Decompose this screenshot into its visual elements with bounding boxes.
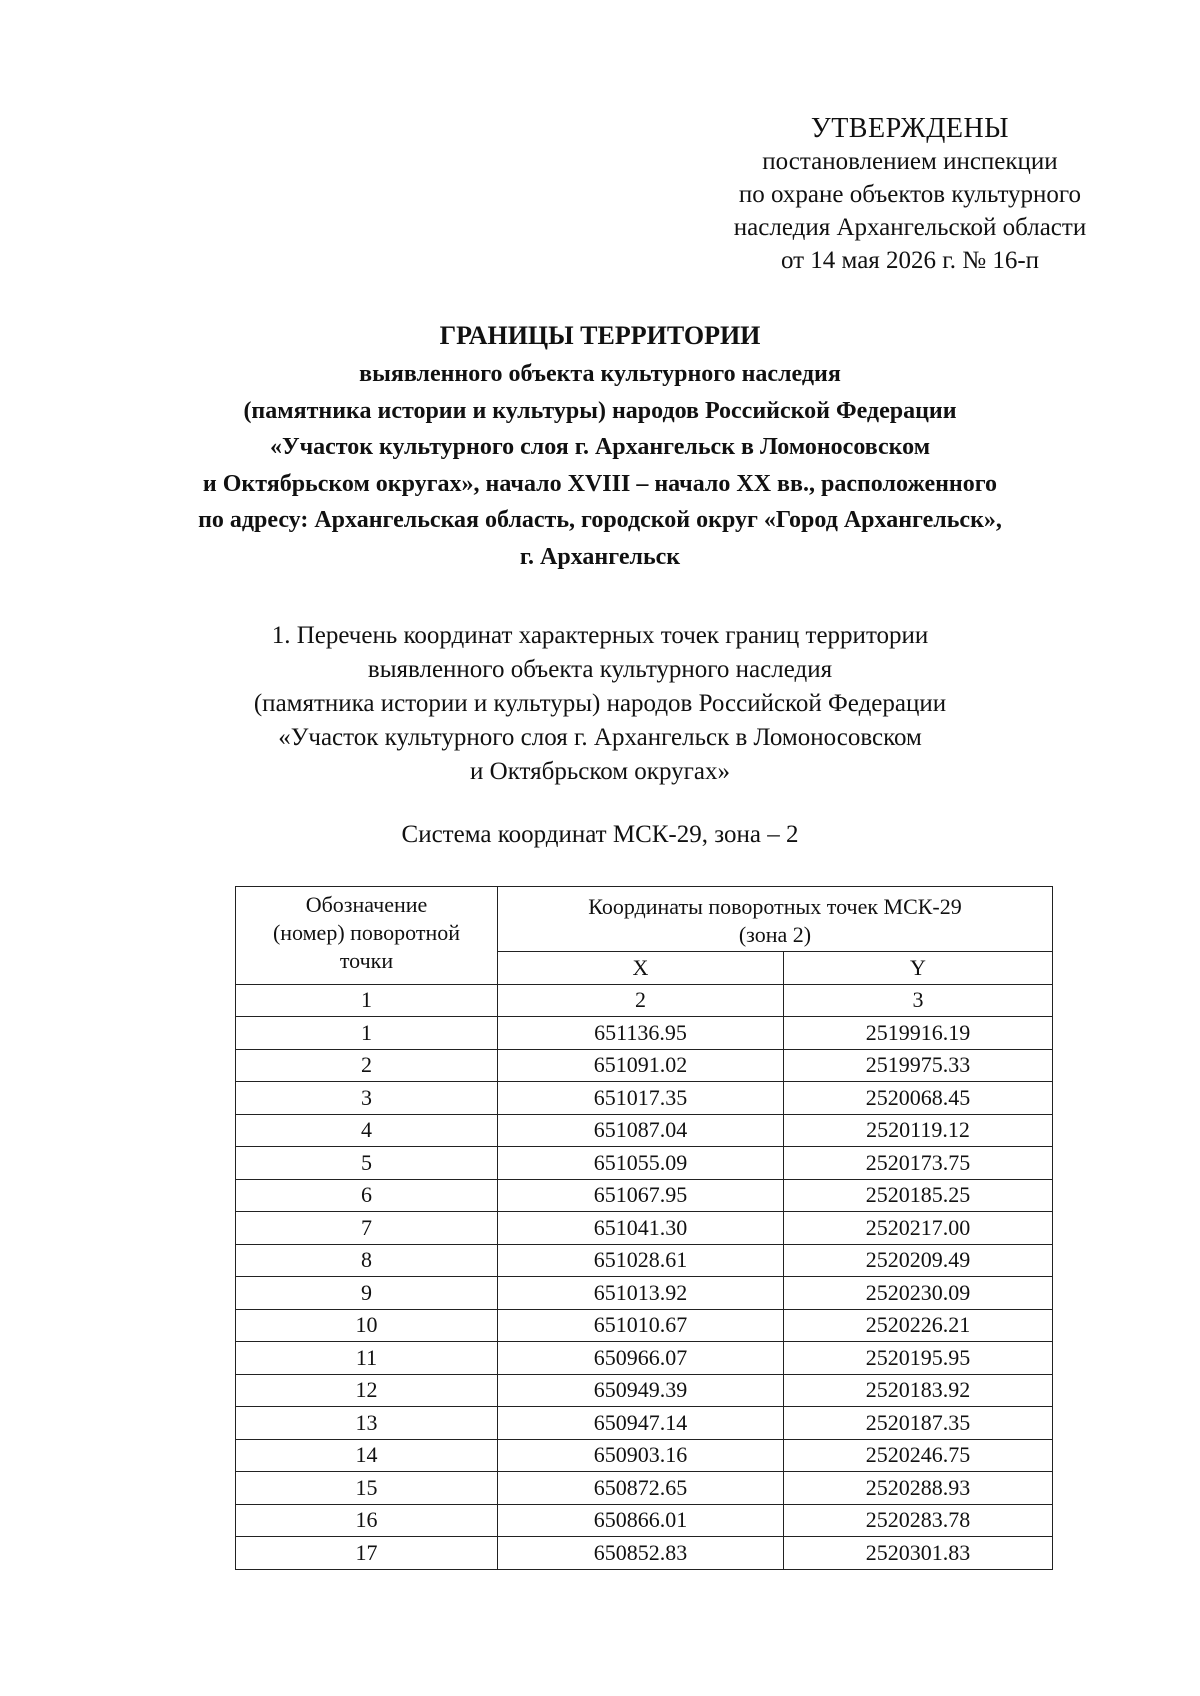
x-coordinate-cell: 650852.83 xyxy=(498,1537,784,1570)
point-number-cell: 12 xyxy=(236,1374,498,1407)
x-coordinate-cell: 650872.65 xyxy=(498,1472,784,1505)
table-row xyxy=(236,1407,1053,1440)
coordinate-system-caption: Система координат МСК-29, зона – 2 xyxy=(401,821,799,848)
table-row xyxy=(236,1309,1053,1342)
table-row xyxy=(236,1179,1053,1212)
title-line: г. Архангельск xyxy=(519,543,681,570)
column-number-row xyxy=(236,984,1053,1017)
approval-line: постановлением инспекции xyxy=(762,148,1058,175)
point-number-cell: 13 xyxy=(236,1407,498,1440)
x-coordinate-cell: 651017.35 xyxy=(498,1082,784,1115)
x-coordinate-cell: 651013.92 xyxy=(498,1277,784,1310)
header-point-line: Обозначение xyxy=(305,892,428,917)
table-row xyxy=(236,1439,1053,1472)
point-number-cell: 10 xyxy=(236,1309,498,1342)
x-coordinate-cell: 651136.95 xyxy=(498,1017,784,1050)
title-line: и Октябрьском округах», начало XVIII – начало XX вв., расположенного xyxy=(202,470,998,497)
header-coords-cell xyxy=(498,887,1053,952)
point-number-cell: 9 xyxy=(236,1277,498,1310)
header-point-line: (номер) поворотной xyxy=(272,920,461,945)
table-row xyxy=(236,1374,1053,1407)
x-coordinate-cell: 650866.01 xyxy=(498,1504,784,1537)
y-coordinate-cell: 2519975.33 xyxy=(784,1049,1053,1082)
column-number-cell: 1 xyxy=(236,984,498,1017)
table-row xyxy=(236,1342,1053,1375)
header-point-cell xyxy=(236,887,498,985)
approval-line: от 14 мая 2026 г. № 16-п xyxy=(780,247,1040,274)
title-line: «Участок культурного слоя г. Архангельск в Ломоносовском xyxy=(269,434,931,460)
y-coordinate-cell: 2520288.93 xyxy=(784,1472,1053,1505)
point-number-cell: 14 xyxy=(236,1439,498,1472)
title-line: выявленного объекта культурного наследия xyxy=(359,361,841,387)
section-line: и Октябрьском округах» xyxy=(470,758,730,785)
approval-line: наследия Архангельской области xyxy=(733,214,1087,241)
x-coordinate-cell: 650966.07 xyxy=(498,1342,784,1375)
point-number-cell: 17 xyxy=(236,1537,498,1570)
column-number-cell: 3 xyxy=(784,984,1053,1017)
y-coordinate-cell: 2520246.75 xyxy=(784,1439,1053,1472)
table-row xyxy=(236,1277,1053,1310)
table-row xyxy=(236,1082,1053,1115)
point-number-cell: 11 xyxy=(236,1342,498,1375)
point-number-cell: 6 xyxy=(236,1179,498,1212)
title-line: по адресу: Архангельская область, городской округ «Город Архангельск», xyxy=(198,507,1002,533)
table-row xyxy=(236,1212,1053,1245)
document-title xyxy=(100,318,1100,575)
title-line: (памятника истории и культуры) народов Российской Федерации xyxy=(243,397,957,424)
approval-stamp xyxy=(680,112,1140,277)
y-coordinate-cell: 2520195.95 xyxy=(784,1342,1053,1375)
table-row xyxy=(236,1147,1053,1180)
y-coordinate-cell: 2520283.78 xyxy=(784,1504,1053,1537)
point-number-cell: 15 xyxy=(236,1472,498,1505)
y-coordinate-cell: 2520185.25 xyxy=(784,1179,1053,1212)
section-line: (памятника истории и культуры) народов Российской Федерации xyxy=(253,690,947,717)
y-coordinate-cell: 2520183.92 xyxy=(784,1374,1053,1407)
y-coordinate-cell: 2520217.00 xyxy=(784,1212,1053,1245)
y-coordinate-cell: 2520209.49 xyxy=(784,1244,1053,1277)
point-number-cell: 4 xyxy=(236,1114,498,1147)
x-coordinate-cell: 650903.16 xyxy=(498,1439,784,1472)
table-row xyxy=(236,1537,1053,1570)
y-coordinate-cell: 2520119.12 xyxy=(784,1114,1053,1147)
header-y-cell: Y xyxy=(784,952,1053,985)
table-row xyxy=(236,1017,1053,1050)
header-coords-line: (зона 2) xyxy=(738,922,812,947)
section-line: «Участок культурного слоя г. Архангельск в Ломоносовском xyxy=(278,724,922,751)
point-number-cell: 2 xyxy=(236,1049,498,1082)
section-heading xyxy=(100,619,1100,789)
header-point-line: точки xyxy=(339,948,394,973)
table-header-row xyxy=(236,887,1053,952)
section-line: 1. Перечень координат характерных точек границ территории xyxy=(271,622,929,649)
x-coordinate-cell: 651091.02 xyxy=(498,1049,784,1082)
column-number-cell: 2 xyxy=(498,984,784,1017)
section-line: выявленного объекта культурного наследия xyxy=(367,656,833,683)
table-row xyxy=(236,1504,1053,1537)
coordinates-table xyxy=(235,886,1053,1570)
header-x-cell: X xyxy=(498,952,784,985)
table-row xyxy=(236,1472,1053,1505)
approval-heading: УТВЕРЖДЕНЫ xyxy=(810,113,1010,144)
approval-line: по охране объектов культурного xyxy=(738,181,1082,208)
y-coordinate-cell: 2520187.35 xyxy=(784,1407,1053,1440)
x-coordinate-cell: 651041.30 xyxy=(498,1212,784,1245)
point-number-cell: 16 xyxy=(236,1504,498,1537)
x-coordinate-cell: 650949.39 xyxy=(498,1374,784,1407)
y-coordinate-cell: 2520301.83 xyxy=(784,1537,1053,1570)
x-coordinate-cell: 650947.14 xyxy=(498,1407,784,1440)
y-coordinate-cell: 2520230.09 xyxy=(784,1277,1053,1310)
x-coordinate-cell: 651010.67 xyxy=(498,1309,784,1342)
point-number-cell: 3 xyxy=(236,1082,498,1115)
x-coordinate-cell: 651067.95 xyxy=(498,1179,784,1212)
table-row xyxy=(236,1114,1053,1147)
y-coordinate-cell: 2520173.75 xyxy=(784,1147,1053,1180)
title-main: ГРАНИЦЫ ТЕРРИТОРИИ xyxy=(439,321,761,350)
point-number-cell: 7 xyxy=(236,1212,498,1245)
point-number-cell: 1 xyxy=(236,1017,498,1050)
x-coordinate-cell: 651055.09 xyxy=(498,1147,784,1180)
x-coordinate-cell: 651028.61 xyxy=(498,1244,784,1277)
y-coordinate-cell: 2520226.21 xyxy=(784,1309,1053,1342)
point-number-cell: 8 xyxy=(236,1244,498,1277)
x-coordinate-cell: 651087.04 xyxy=(498,1114,784,1147)
point-number-cell: 5 xyxy=(236,1147,498,1180)
table-row xyxy=(236,1049,1053,1082)
table-row xyxy=(236,1244,1053,1277)
y-coordinate-cell: 2519916.19 xyxy=(784,1017,1053,1050)
header-coords-line: Координаты поворотных точек МСК-29 xyxy=(588,894,962,919)
y-coordinate-cell: 2520068.45 xyxy=(784,1082,1053,1115)
